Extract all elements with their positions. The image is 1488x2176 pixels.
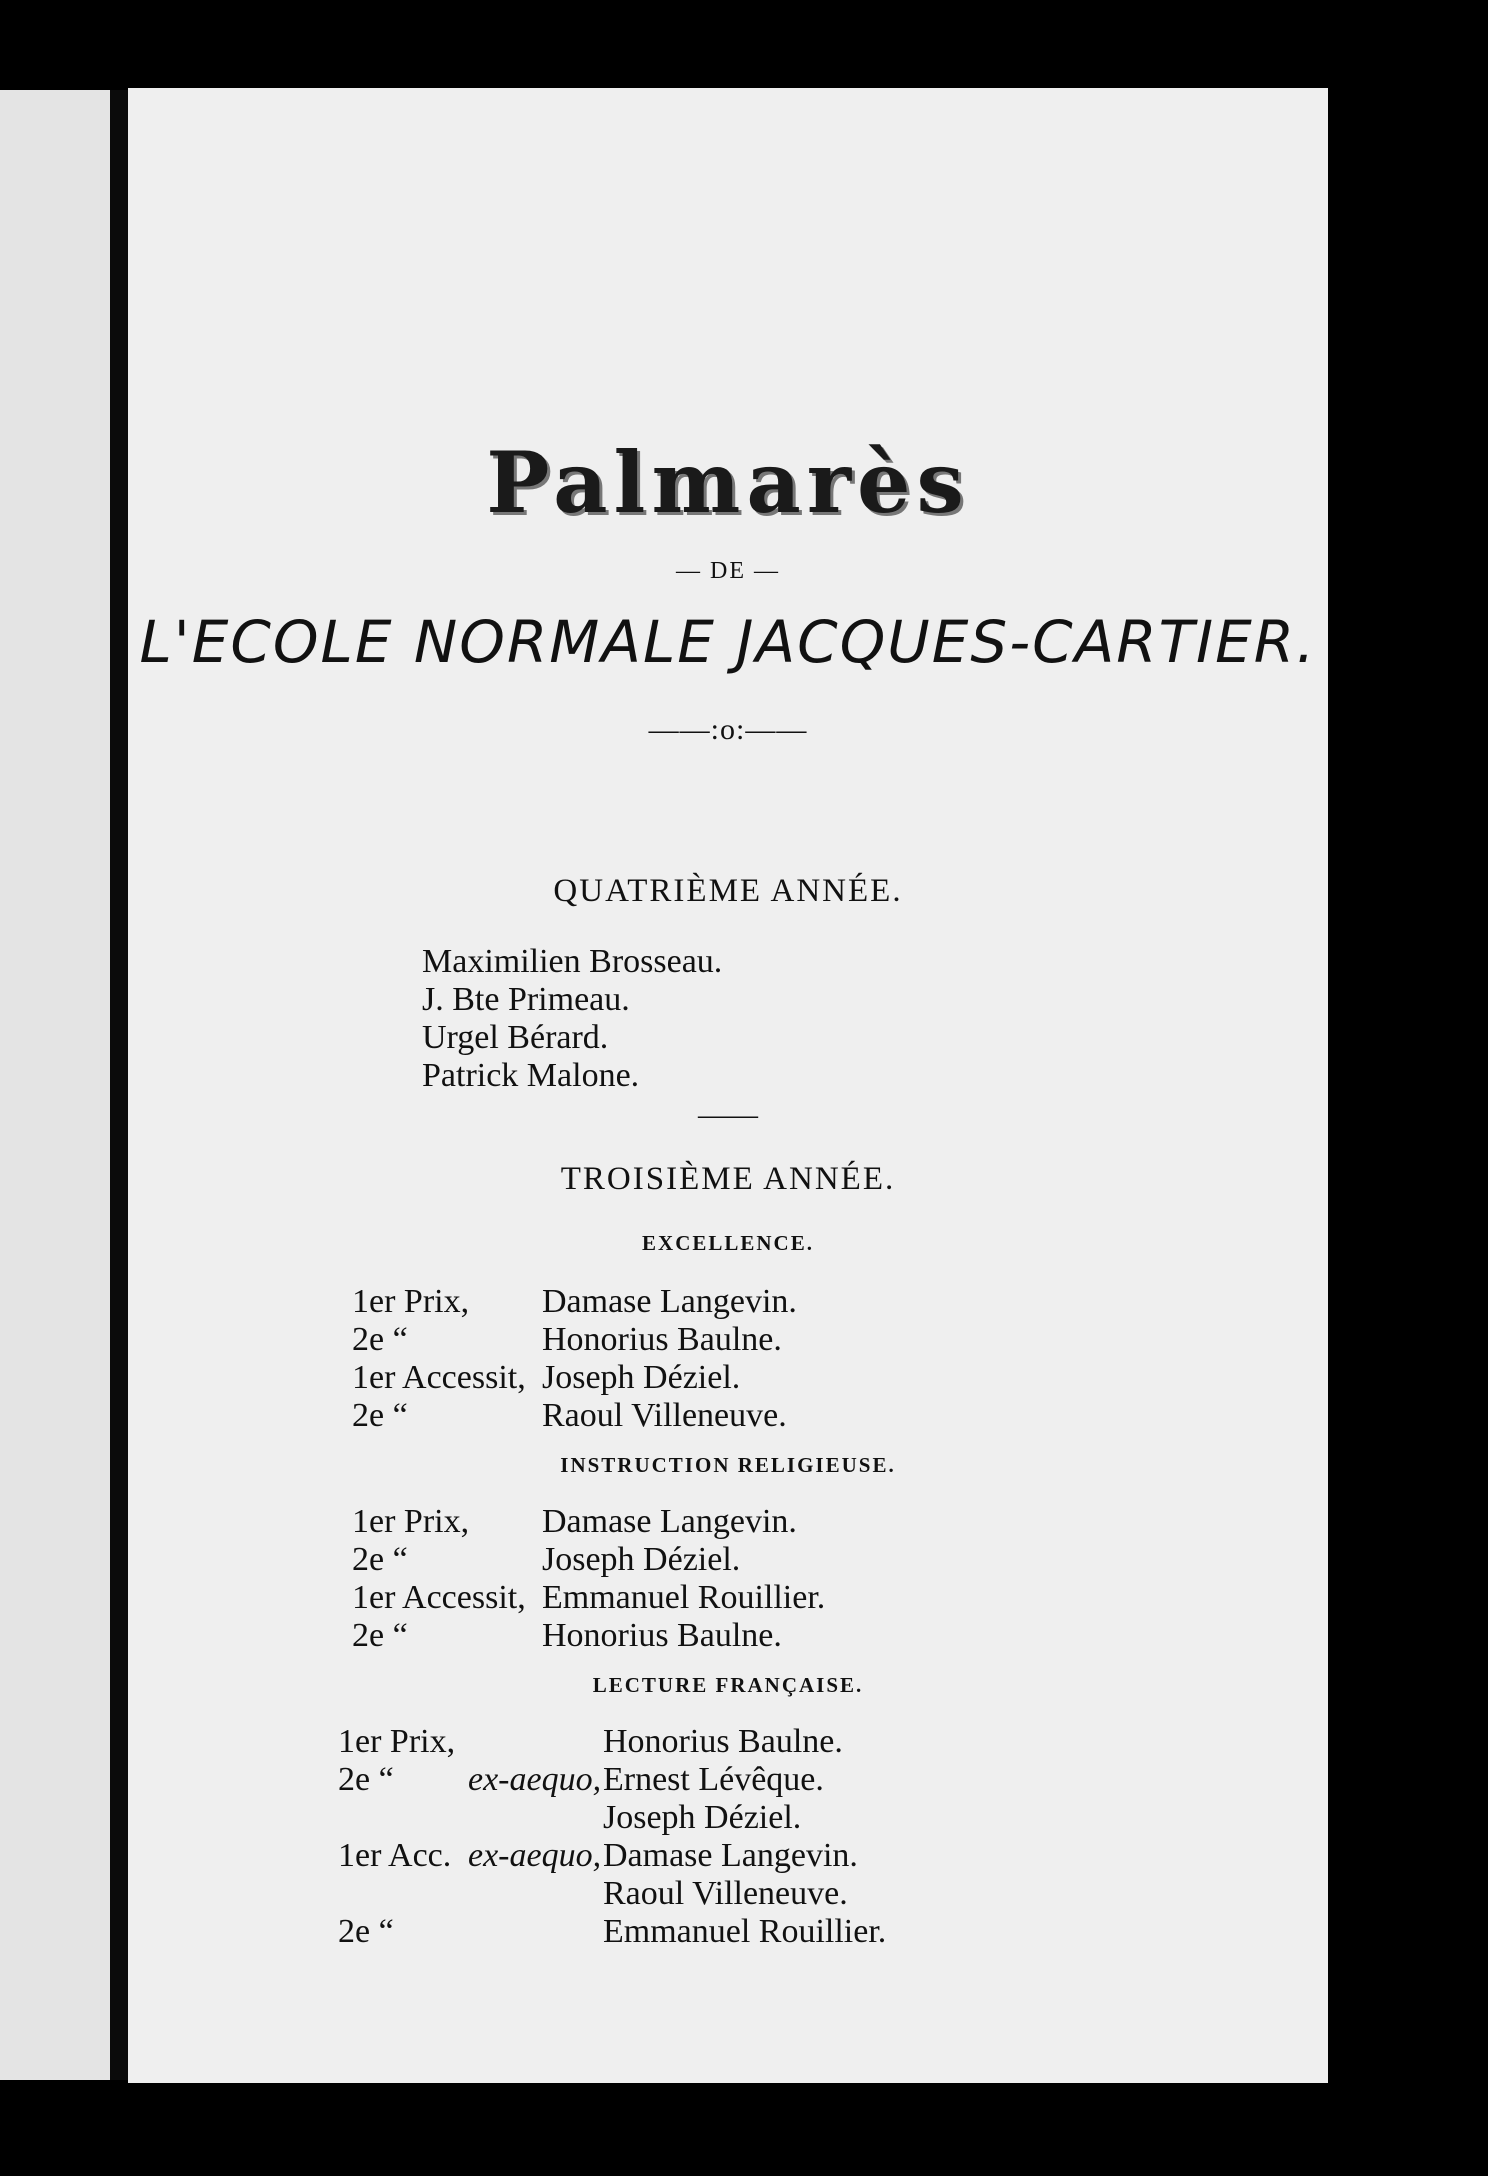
prize-row <box>338 1913 1078 1951</box>
page-gutter <box>110 90 128 2080</box>
subheading-instruction-religieuse: INSTRUCTION RELIGIEUSE. <box>560 1453 896 1477</box>
prize-row <box>352 1397 1052 1435</box>
prize-row <box>338 1799 1078 1837</box>
prize-row <box>352 1579 1052 1617</box>
prize-rank: 2e “ <box>338 1913 394 1950</box>
short-dash-separator: —— <box>698 1098 758 1131</box>
school-name: L'ECOLE NORMALE JACQUES-CARTIER. <box>139 608 1317 676</box>
student-name: Raoul Villeneuve. <box>603 1875 848 1912</box>
prize-row <box>352 1321 1052 1359</box>
student-name: Emmanuel Rouillier. <box>603 1913 887 1950</box>
lecture-prize-list <box>338 1723 1078 1951</box>
prize-row <box>352 1617 1052 1655</box>
prize-rank: 2e “ <box>352 1397 408 1434</box>
student-name: Honorius Baulne. <box>542 1617 782 1654</box>
prize-rank: 1er Accessit, <box>352 1579 526 1616</box>
section-heading-quatrieme: QUATRIÈME ANNÉE. <box>553 873 903 909</box>
student-name: Damase Langevin. <box>542 1503 797 1540</box>
subheading-excellence: EXCELLENCE. <box>642 1231 814 1255</box>
student-name: Damase Langevin. <box>542 1283 797 1320</box>
list-item <box>422 943 1022 981</box>
adjacent-page-edge <box>0 90 110 2080</box>
student-name: Patrick Malone. <box>422 1057 640 1094</box>
list-item <box>422 1057 1022 1095</box>
prize-row <box>338 1875 1078 1913</box>
title-connector: — DE — <box>676 558 780 584</box>
subheading-lecture-francaise: LECTURE FRANÇAISE. <box>592 1673 864 1697</box>
student-name: Joseph Déziel. <box>542 1541 741 1578</box>
prize-row <box>338 1723 1078 1761</box>
prize-rank: 2e “ <box>352 1321 408 1358</box>
list-item <box>422 1019 1022 1057</box>
student-name: Joseph Déziel. <box>542 1359 741 1396</box>
student-name: Joseph Déziel. <box>603 1799 802 1836</box>
student-name: Honorius Baulne. <box>542 1321 782 1358</box>
prize-rank: 1er Prix, <box>352 1503 470 1540</box>
prize-row <box>352 1359 1052 1397</box>
quatrieme-name-list <box>422 943 1022 1095</box>
prize-note: ex-aequo, <box>468 1837 602 1874</box>
prize-note: ex-aequo, <box>468 1761 602 1798</box>
prize-row <box>338 1761 1078 1799</box>
prize-rank: 1er Prix, <box>352 1283 470 1320</box>
student-name: Urgel Bérard. <box>422 1019 609 1056</box>
student-name: Damase Langevin. <box>603 1837 858 1874</box>
list-item <box>422 981 1022 1019</box>
prize-rank: 2e “ <box>338 1761 394 1798</box>
student-name: J. Bte Primeau. <box>422 981 630 1018</box>
prize-rank: 1er Acc. <box>338 1837 452 1874</box>
prize-row <box>352 1503 1052 1541</box>
student-name: Raoul Villeneuve. <box>542 1397 787 1434</box>
prize-row <box>352 1283 1052 1321</box>
document-page <box>128 88 1328 2083</box>
section-heading-troisieme: TROISIÈME ANNÉE. <box>560 1161 896 1197</box>
prize-row <box>338 1837 1078 1875</box>
prize-rank: 1er Accessit, <box>352 1359 526 1396</box>
prize-rank: 2e “ <box>352 1617 408 1654</box>
student-name: Maximilien Brosseau. <box>422 943 723 980</box>
student-name: Honorius Baulne. <box>603 1723 843 1760</box>
student-name: Emmanuel Rouillier. <box>542 1579 826 1616</box>
prize-rank: 2e “ <box>352 1541 408 1578</box>
prize-rank: 1er Prix, <box>338 1723 456 1760</box>
instruction-prize-list <box>352 1503 1052 1655</box>
excellence-prize-list <box>352 1283 1052 1435</box>
page-title: Palmarès <box>486 433 970 532</box>
ornament-separator: ——:o:—— <box>648 713 808 746</box>
prize-row <box>352 1541 1052 1579</box>
student-name: Ernest Lévêque. <box>603 1761 824 1798</box>
